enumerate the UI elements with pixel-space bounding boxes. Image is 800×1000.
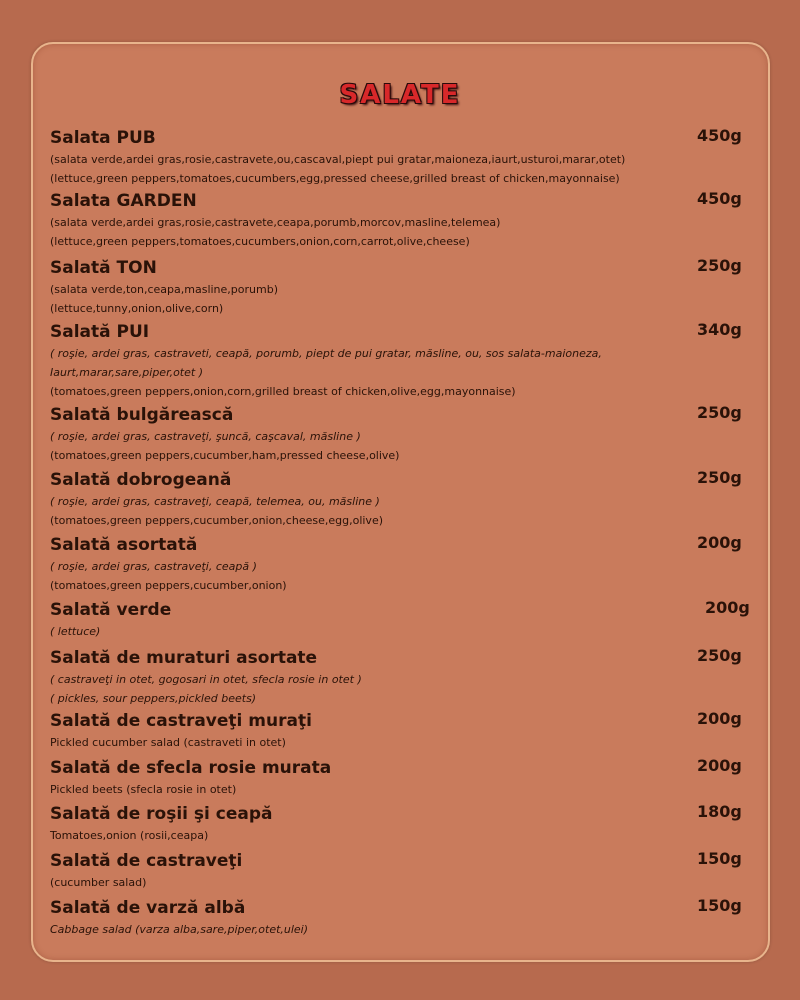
menu-item <box>50 126 760 188</box>
item-price: 180g <box>697 802 742 821</box>
item-price: 200g <box>705 598 750 617</box>
menu-item <box>50 468 760 530</box>
menu-item <box>50 598 760 641</box>
item-description: Cabbage salad (varza alba,sare,piper,otet,ulei) <box>50 923 309 936</box>
item-description: ( castraveţi in otet, gogosari in otet, sfecla rosie in otet ) <box>50 673 362 686</box>
item-description: (cucumber salad) <box>50 876 147 889</box>
item-price: 450g <box>697 189 742 208</box>
item-description: Iaurt,marar,sare,piper,otet ) <box>50 366 203 379</box>
item-description: ( pickles, sour peppers,pickled beets) <box>50 692 257 705</box>
menu-item <box>50 403 760 465</box>
item-description: ( roşie, ardei gras, castraveţi, ceapă, telemea, ou, măsline ) <box>50 495 380 508</box>
item-description: (lettuce,green peppers,tomatoes,cucumbers,egg,pressed cheese,grilled breast of chicken,mayonnaise) <box>50 172 620 185</box>
item-description: (lettuce,green peppers,tomatoes,cucumbers,onion,corn,carrot,olive,cheese) <box>50 235 470 248</box>
item-description: (tomatoes,green peppers,cucumber,onion,cheese,egg,olive) <box>50 514 383 527</box>
item-description: (tomatoes,green peppers,cucumber,ham,pressed cheese,olive) <box>50 449 400 462</box>
item-description: (lettuce,tunny,onion,olive,corn) <box>50 302 224 315</box>
item-price: 250g <box>697 256 742 275</box>
item-name: Salată dobrogeană <box>50 470 232 490</box>
menu-item <box>50 646 760 708</box>
item-description: Pickled beets (sfecla rosie in otet) <box>50 783 237 796</box>
item-description: ( lettuce) <box>50 625 101 638</box>
item-name: Salată de muraturi asortate <box>50 648 318 668</box>
item-name: Salată de roşii şi ceapă <box>50 804 273 824</box>
item-description: (tomatoes,green peppers,cucumber,onion) <box>50 579 287 592</box>
item-price: 340g <box>697 320 742 339</box>
item-price: 150g <box>697 896 742 915</box>
item-description: Tomatoes,onion (rosii,ceapa) <box>50 829 209 842</box>
menu-title: SALATE <box>339 80 461 110</box>
item-name: Salată de castraveţi <box>50 851 243 871</box>
menu-item <box>50 189 760 251</box>
item-price: 200g <box>697 709 742 728</box>
item-name: Salată de varză albă <box>50 898 246 918</box>
item-description: ( roşie, ardei gras, castraveti, ceapă, porumb, piept de pui gratar, măsline, ou, sos salata-maioneza, <box>50 347 602 360</box>
item-description: Pickled cucumber salad (castraveti in otet) <box>50 736 286 749</box>
item-description: (salata verde,ardei gras,rosie,castravete,ou,cascaval,piept pui gratar,maioneza,iaurt,usturoi,marar,otet) <box>50 153 626 166</box>
menu-item <box>50 320 760 401</box>
item-name: Salată asortată <box>50 535 198 555</box>
item-price: 450g <box>697 126 742 145</box>
menu-item <box>50 533 760 595</box>
item-name: Salata PUB <box>50 128 156 148</box>
item-price: 200g <box>697 756 742 775</box>
item-name: Salată de sfecla rosie murata <box>50 758 332 778</box>
item-description: (salata verde,ardei gras,rosie,castravete,ceapa,porumb,morcov,masline,telemea) <box>50 216 501 229</box>
item-price: 250g <box>697 403 742 422</box>
item-price: 250g <box>697 646 742 665</box>
menu-item <box>50 896 760 939</box>
menu-item <box>50 756 760 799</box>
item-name: Salată de castraveţi muraţi <box>50 711 312 731</box>
item-name: Salată verde <box>50 600 172 620</box>
item-price: 150g <box>697 849 742 868</box>
menu-item <box>50 849 760 892</box>
menu-item <box>50 256 760 318</box>
menu-item <box>50 802 760 845</box>
item-description: ( roşie, ardei gras, castraveţi, şuncă, caşcaval, măsline ) <box>50 430 361 443</box>
item-name: Salată PUI <box>50 322 150 342</box>
item-description: ( roşie, ardei gras, castraveţi, ceapă ) <box>50 560 257 573</box>
item-description: (salata verde,ton,ceapa,masline,porumb) <box>50 283 278 296</box>
item-price: 200g <box>697 533 742 552</box>
item-description: (tomatoes,green peppers,onion,corn,grilled breast of chicken,olive,egg,mayonnaise) <box>50 385 516 398</box>
item-name: Salata GARDEN <box>50 191 197 211</box>
item-name: Salată TON <box>50 258 157 278</box>
menu-item <box>50 709 760 752</box>
item-price: 250g <box>697 468 742 487</box>
item-name: Salată bulgărească <box>50 405 234 425</box>
